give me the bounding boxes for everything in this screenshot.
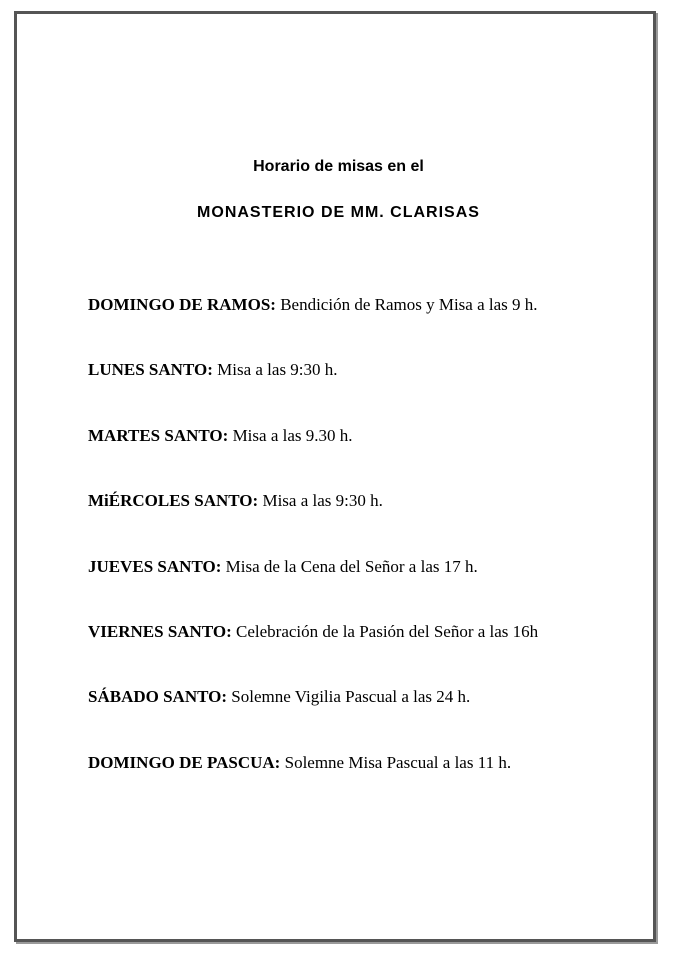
schedule-entry-miercoles-santo: [88, 489, 648, 554]
schedule-day: SÁBADO SANTO:: [88, 687, 228, 707]
schedule-day: JUEVES SANTO:: [88, 556, 222, 576]
schedule-day: DOMINGO DE PASCUA:: [88, 752, 281, 772]
schedule-detail: Misa de la Cena del Señor a las 17 h.: [221, 556, 478, 576]
schedule-detail: Bendición de Ramos y Misa a las 9 h.: [275, 295, 538, 314]
schedule-day: LUNES SANTO:: [88, 360, 213, 380]
mass-schedule: [88, 293, 648, 816]
title-line-1: Horario de misas en el: [253, 158, 424, 175]
schedule-entry-lunes-santo: [88, 358, 648, 423]
schedule-day: DOMINGO DE RAMOS:: [88, 295, 276, 314]
schedule-detail: Solemne Vigilia Pascual a las 24 h.: [227, 687, 471, 707]
schedule-entry-sabado-santo: [88, 685, 648, 750]
schedule-entry-martes-santo: [88, 424, 648, 489]
schedule-entry-domingo-de-pascua: [88, 751, 648, 816]
title-line-2: MONASTERIO DE MM. CLARISAS: [197, 204, 480, 221]
schedule-detail: Misa a las 9:30 h.: [212, 360, 338, 380]
schedule-day: VIERNES SANTO:: [88, 621, 232, 641]
schedule-day: MiÉRCOLES SANTO:: [88, 491, 259, 511]
schedule-day: MARTES SANTO:: [88, 425, 229, 445]
schedule-detail: Celebración de la Pasión del Señor a las 16h: [231, 621, 539, 641]
schedule-detail: Solemne Misa Pascual a las 11 h.: [280, 752, 512, 772]
schedule-entry-domingo-de-ramos: [88, 293, 648, 358]
schedule-detail: Misa a las 9.30 h.: [228, 425, 353, 445]
schedule-entry-viernes-santo: [88, 620, 648, 685]
schedule-detail: Misa a las 9:30 h.: [258, 491, 383, 511]
schedule-entry-jueves-santo: [88, 555, 648, 620]
